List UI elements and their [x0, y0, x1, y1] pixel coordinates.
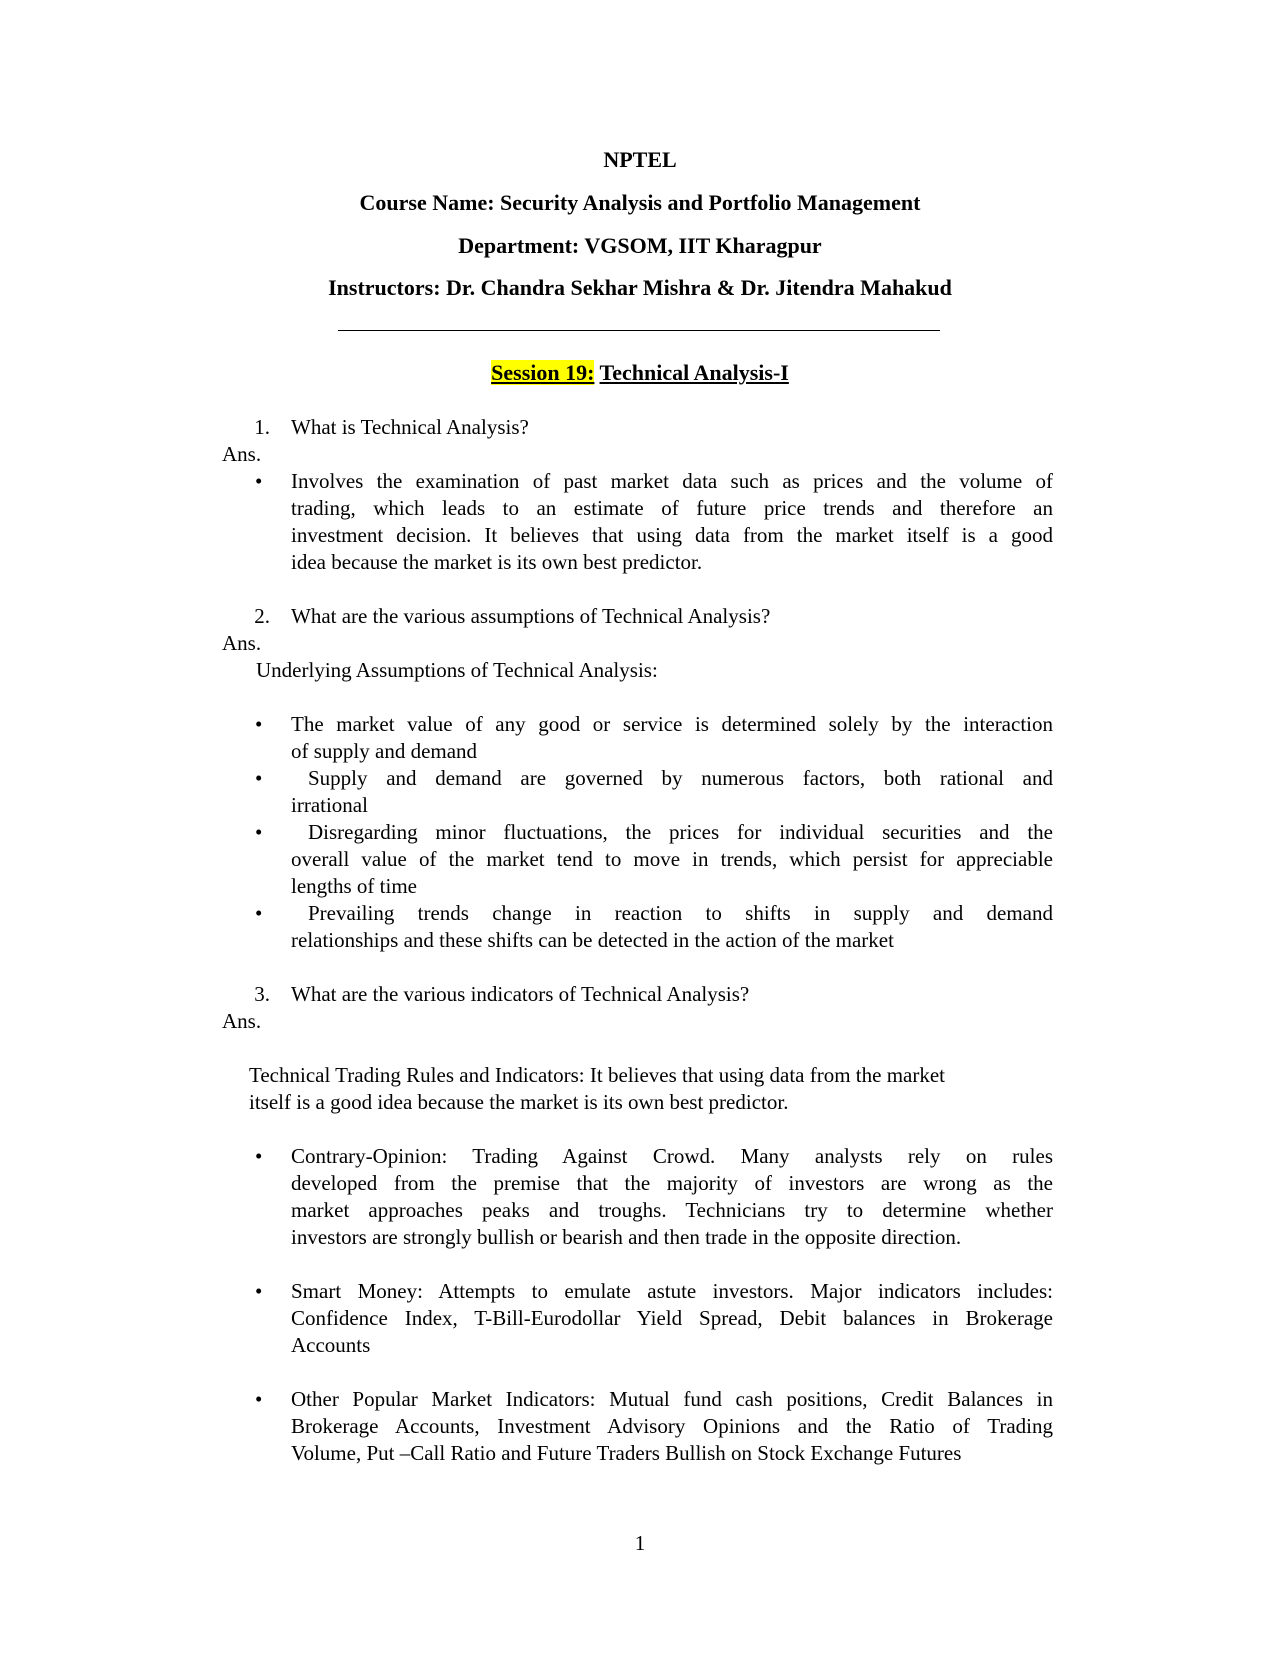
answer-paragraph — [291, 900, 1053, 954]
bullet-icon: • — [255, 1279, 263, 1303]
session-label: Session 19: — [491, 360, 595, 385]
answer-intro-line: itself is a good idea because the market is its own best predictor. — [249, 1090, 789, 1114]
text-line: market approaches peaks and troughs. Technicians try to determine whether — [291, 1198, 1053, 1222]
text-line: of supply and demand — [291, 739, 478, 763]
text-line: Accounts — [291, 1333, 371, 1357]
text-line: relationships and these shifts can be detected in the action of the market — [291, 928, 894, 952]
text-line: Supply and demand are governed by numerous factors, both rational and — [308, 766, 1053, 790]
session-heading — [0, 359, 1280, 387]
header-divider — [338, 330, 940, 331]
text-line: Brokerage Accounts, Investment Advisory Opinions and the Ratio of Trading — [291, 1414, 1053, 1438]
text-line: The market value of any good or service is determined solely by the interaction — [291, 712, 1053, 736]
header-course: Course Name: Security Analysis and Portfolio Management — [359, 190, 921, 215]
question-text: What is Technical Analysis? — [291, 415, 529, 439]
bullet-icon: • — [255, 469, 263, 493]
answer-intro: Underlying Assumptions of Technical Analysis: — [256, 658, 658, 682]
answer-intro-line: Technical Trading Rules and Indicators: It believes that using data from the market — [249, 1063, 946, 1087]
bullet-icon: • — [255, 766, 263, 790]
answer-paragraph — [291, 468, 1053, 576]
text-line: irrational — [291, 793, 368, 817]
answer-paragraph — [291, 819, 1053, 900]
text-line: lengths of time — [291, 874, 417, 898]
page-number: 1 — [634, 1531, 646, 1555]
text-line: investment decision. It believes that using data from the market itself is a good — [291, 523, 1053, 547]
answer-label: Ans. — [222, 631, 262, 655]
header-instructors: Instructors: Dr. Chandra Sekhar Mishra & Dr. Jitendra Mahakud — [328, 275, 952, 300]
question-number: 3. — [254, 982, 270, 1006]
text-line: Other Popular Market Indicators: Mutual fund cash positions, Credit Balances in — [291, 1387, 1053, 1411]
text-line: developed from the premise that the majority of investors are wrong as the — [291, 1171, 1053, 1195]
text-line: Prevailing trends change in reaction to shifts in supply and demand — [308, 901, 1053, 925]
question-text: What are the various indicators of Technical Analysis? — [291, 982, 750, 1006]
text-line: Volume, Put –Call Ratio and Future Traders Bullish on Stock Exchange Futures — [291, 1441, 962, 1465]
bullet-icon: • — [255, 1387, 263, 1411]
answer-paragraph — [291, 1386, 1053, 1467]
session-title: Technical Analysis-I — [599, 360, 789, 385]
header-department: Department: VGSOM, IIT Kharagpur — [458, 233, 822, 258]
bullet-icon: • — [255, 712, 263, 736]
question-number: 1. — [254, 415, 270, 439]
text-line: Disregarding minor fluctuations, the prices for individual securities and the — [308, 820, 1053, 844]
text-line: overall value of the market tend to move in trends, which persist for appreciable — [291, 847, 1053, 871]
text-line: Smart Money: Attempts to emulate astute investors. Major indicators includes: — [291, 1279, 1053, 1303]
text-line: Involves the examination of past market data such as prices and the volume of — [291, 469, 1053, 493]
header-org: NPTEL — [603, 147, 677, 172]
answer-label: Ans. — [222, 1009, 262, 1033]
bullet-icon: • — [255, 1144, 263, 1168]
text-line: investors are strongly bullish or bearish and then trade in the opposite direction. — [291, 1225, 962, 1249]
text-line: Confidence Index, T-Bill-Eurodollar Yield Spread, Debit balances in Brokerage — [291, 1306, 1053, 1330]
text-line: trading, which leads to an estimate of future price trends and therefore an — [291, 496, 1053, 520]
question-number: 2. — [254, 604, 270, 628]
answer-paragraph — [291, 1278, 1053, 1359]
bullet-icon: • — [255, 901, 263, 925]
answer-paragraph — [291, 765, 1053, 819]
text-line: Contrary-Opinion: Trading Against Crowd. Many analysts rely on rules — [291, 1144, 1053, 1168]
question-text: What are the various assumptions of Technical Analysis? — [291, 604, 771, 628]
text-line: idea because the market is its own best predictor. — [291, 550, 703, 574]
answer-label: Ans. — [222, 442, 262, 466]
answer-paragraph — [291, 1143, 1053, 1251]
bullet-icon: • — [255, 820, 263, 844]
answer-paragraph — [291, 711, 1053, 765]
